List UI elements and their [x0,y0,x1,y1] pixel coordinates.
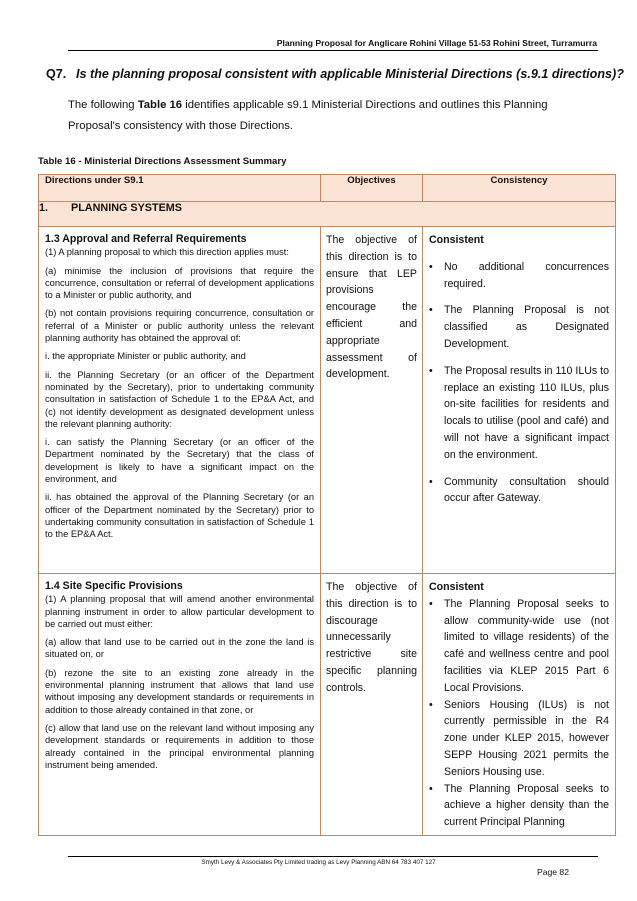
direction-paragraph: (c) allow that land use on the relevant land without imposing any development standards or requirements in addition to those already contained in the principal environmental planning instrument being amended. [45,722,314,770]
intro-post: identifies applicable s9.1 Ministerial Directions and outlines this Planning Proposal's consistency with those Directions. [68,99,548,132]
question-heading [46,67,624,81]
consistency-list [429,259,609,507]
footer-divider [68,856,598,857]
direction-paragraph: (a) minimise the inclusion of provisions that require the concurrence, consultation or referral of development applications to a Minister or public authority, and [45,265,314,301]
direction-paragraph: ii. has obtained the approval of the Planning Secretary (or an officer of the Department nominated by the Secretary) prior to undertaking community consultation in satisfaction of Schedule 1 to the EP&A Act. [45,492,314,540]
consistency-heading: Consistent [429,581,484,593]
consistency-bullet: • Community consultation should occur after Gateway. [429,474,609,508]
consistency-bullet: • The Proposal results in 110 ILUs to replace an existing 110 ILUs, plus on-site facilities for residents and locals to utilise (pool and café) and will not have a significant impact on the environment. [429,363,609,464]
direction-paragraph: (1) A planning proposal to which this direction applies must: [45,247,289,258]
consistency-bullet: • Seniors Housing (ILUs) is not currently permissible in the R4 zone under KLEP 2015, however SEPP Housing 2021 permits the Seniors Housing use. [429,697,609,781]
consistency-cell [423,227,616,574]
section-number: 1. [39,202,49,214]
table-row [39,227,616,574]
consistency-list [429,596,609,831]
direction-paragraph: (1) A planning proposal that will amend another environmental planning instrument in order to allow particular development to be carried out must either: [45,594,314,629]
intro-paragraph [68,95,598,137]
intro-table-ref: Table 16 [137,99,183,111]
header-consistency: Consistency [423,175,616,202]
objective-text: The objective of this direction is to ensure that LEP provisions encourage the efficient and appropriate assessment of development. [326,234,417,381]
objective-cell [321,574,423,836]
direction-paragraph: ii. the Planning Secretary (or an officer of the Department nominated by the Secretary), prior to undertaking community consultation in satisfaction of Schedule 1 to the EP&A Act, and (c) not identify development as designated development unless the relevant planning authority: [45,369,314,429]
question-text: Is the planning proposal consistent with applicable Ministerial Directions (s.9.1 directions)? [76,67,624,81]
page-header: Planning Proposal for Anglicare Rohini Village 51-53 Rohini Street, Turramurra [276,38,597,48]
consistency-heading: Consistent [429,234,484,246]
intro-pre: The following [68,99,138,111]
direction-paragraph: (b) rezone the site to an existing zone already in the environmental planning instrument that allows that land use without imposing any development standards or requirements in addition to those already contained in that zone, or [45,667,314,715]
objective-cell [321,227,423,574]
table-header-row [39,175,616,202]
header-divider [68,50,598,51]
objective-text: The objective of this direction is to discourage unnecessarily restrictive site specific planning controls. [326,581,417,694]
ministerial-directions-table [38,174,616,836]
direction-title: 1.3 Approval and Referral Requirements [45,233,247,245]
footer-company: Smyth Levy & Associates Pty Limited trading as Levy Planning ABN 64 783 407 127 [201,859,436,866]
header-directions: Directions under S9.1 [39,175,321,202]
direction-paragraph: (a) allow that land use to be carried out in the zone the land is situated on, or [45,637,314,660]
consistency-bullet: • The Planning Proposal seeks to allow community-wide use (not limited to village residents) of the café and wellness centre and pool facilities via KLEP 2015 Part 6 Local Provisions. [429,596,609,697]
direction-paragraph: (b) not contain provisions requiring concurrence, consultation or referral of a Minister or public authority unless the relevant planning authority has obtained the approval of: [45,308,314,344]
direction-title: 1.4 Site Specific Provisions [45,580,183,592]
consistency-bullet: • The Planning Proposal seeks to achieve a higher density than the current Principal Planning [429,781,609,831]
question-number: Q7. [46,67,67,81]
table-caption: Table 16 - Ministerial Directions Assessment Summary [38,156,287,167]
header-objectives: Objectives [321,175,423,202]
direction-cell [39,574,321,836]
section-row [39,202,616,227]
consistency-bullet: • The Planning Proposal is not classified as Designated Development. [429,302,609,352]
consistency-bullet: • No additional concurrences required. [429,259,609,293]
section-cell [39,202,616,227]
direction-cell [39,227,321,574]
consistency-cell [423,574,616,836]
direction-paragraph: i. the appropriate Minister or public authority, and [45,351,246,362]
section-title: PLANNING SYSTEMS [71,202,182,214]
page-number: Page 82 [536,867,569,877]
table-row [39,574,616,836]
direction-paragraph: i. can satisfy the Planning Secretary (or an officer of the Department nominated by the Secretary) that the class of development is likely to have a significant impact on the environment, and [45,437,314,485]
